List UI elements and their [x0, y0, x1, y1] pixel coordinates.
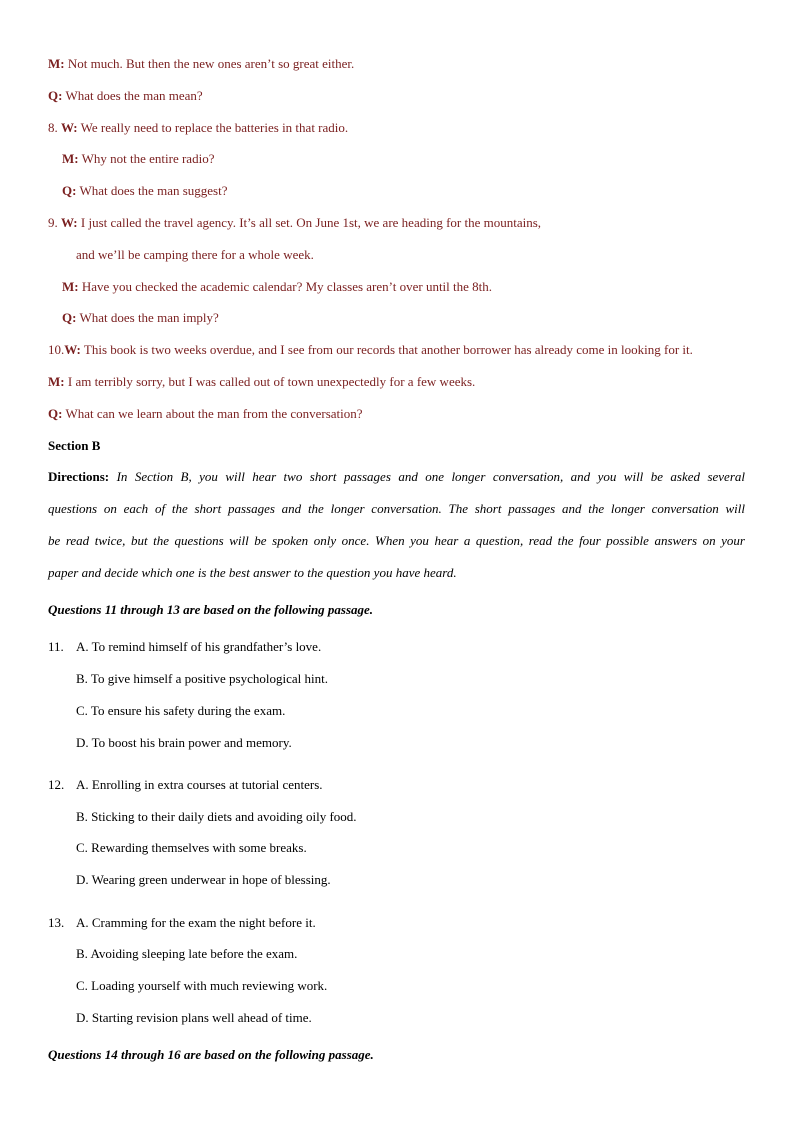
- dialogue-text: What can we learn about the man from the conversation?: [65, 406, 363, 421]
- question-number: 9.: [48, 215, 58, 230]
- dialogue-text: Why not the entire radio?: [81, 151, 215, 166]
- question-number: 12.: [48, 777, 65, 792]
- question-number: 11.: [48, 639, 64, 654]
- question-10-woman: [48, 342, 693, 358]
- dialogue-text: What does the man imply?: [79, 310, 219, 325]
- dialogue-text: This book is two weeks overdue, and I see from our records that another borrower has already come in looking for it.: [83, 342, 693, 357]
- dialogue-text: What does the man suggest?: [79, 183, 228, 198]
- speaker-label: M:: [62, 151, 79, 166]
- speaker-label: M:: [62, 279, 79, 294]
- speaker-label: W:: [64, 342, 81, 357]
- dialogue-text: Not much. But then the new ones aren’t so great either.: [67, 56, 355, 71]
- speaker-label: Q:: [62, 183, 77, 198]
- question-9-man: [62, 279, 492, 295]
- answer-option: A. Enrolling in extra courses at tutorial centers.: [76, 777, 323, 792]
- passage-heading: Questions 11 through 13 are based on the following passage.: [48, 602, 374, 617]
- dialogue-text: I just called the travel agency. It’s all set. On June 1st, we are heading for the mountains,: [80, 215, 542, 230]
- question-10-man: [48, 374, 475, 390]
- question-8-query: [62, 183, 227, 199]
- speaker-label: W:: [61, 215, 78, 230]
- answer-option: D. To boost his brain power and memory.: [76, 735, 292, 750]
- question-10-query: [48, 406, 363, 422]
- answer-option: A. Cramming for the exam the night before it.: [76, 915, 316, 930]
- question-9-woman: [48, 215, 541, 231]
- question-9-query: [62, 310, 219, 326]
- question-9-woman-continued: and we’ll be camping there for a whole week.: [76, 247, 314, 262]
- speaker-label: Q:: [62, 310, 77, 325]
- question-number: 10.: [48, 342, 65, 357]
- speaker-label: Q:: [48, 88, 63, 103]
- directions-line: paper and decide which one is the best answer to the question you have heard.: [48, 565, 457, 580]
- section-title: Section B: [48, 438, 101, 453]
- answer-option: D. Wearing green underwear in hope of blessing.: [76, 872, 331, 887]
- speaker-label: W:: [61, 120, 78, 135]
- answer-option: A. To remind himself of his grandfather’s love.: [76, 639, 322, 654]
- question-12: [48, 777, 75, 793]
- answer-option: B. Avoiding sleeping late before the exam.: [76, 946, 298, 961]
- answer-option: B. Sticking to their daily diets and avoiding oily food.: [76, 809, 357, 824]
- speaker-label: M:: [48, 56, 65, 71]
- answer-option: C. Loading yourself with much reviewing work.: [76, 978, 328, 993]
- dialogue-line: [48, 88, 203, 104]
- question-number: 13.: [48, 915, 65, 930]
- dialogue-text: What does the man mean?: [65, 88, 203, 103]
- answer-option: C. To ensure his safety during the exam.: [76, 703, 286, 718]
- speaker-label: M:: [48, 374, 65, 389]
- question-8-man: [62, 151, 214, 167]
- directions-label: Directions:: [48, 469, 110, 484]
- answer-option: B. To give himself a positive psychological hint.: [76, 671, 328, 686]
- directions-line: [48, 469, 745, 485]
- directions-line: be read twice, but the questions will be spoken only once. When you hear a question, read the four possible answers on your: [48, 533, 745, 548]
- dialogue-text: We really need to replace the batteries in that radio.: [80, 120, 349, 135]
- question-8-woman: [48, 120, 348, 136]
- answer-option: C. Rewarding themselves with some breaks.: [76, 840, 307, 855]
- directions-line: questions on each of the short passages and the longer conversation. The short passages and the longer conversation will: [48, 501, 745, 516]
- question-13: [48, 915, 75, 931]
- dialogue-line: [48, 56, 354, 72]
- question-11: [48, 639, 75, 655]
- directions-text: In Section B, you will hear two short passages and one longer conversation, and you will be asked several: [116, 469, 745, 484]
- question-number: 8.: [48, 120, 58, 135]
- dialogue-text: Have you checked the academic calendar? My classes aren’t over until the 8th.: [81, 279, 493, 294]
- passage-heading: Questions 14 through 16 are based on the following passage.: [48, 1047, 374, 1062]
- speaker-label: Q:: [48, 406, 63, 421]
- dialogue-text: I am terribly sorry, but I was called out of town unexpectedly for a few weeks.: [67, 374, 476, 389]
- answer-option: D. Starting revision plans well ahead of time.: [76, 1010, 312, 1025]
